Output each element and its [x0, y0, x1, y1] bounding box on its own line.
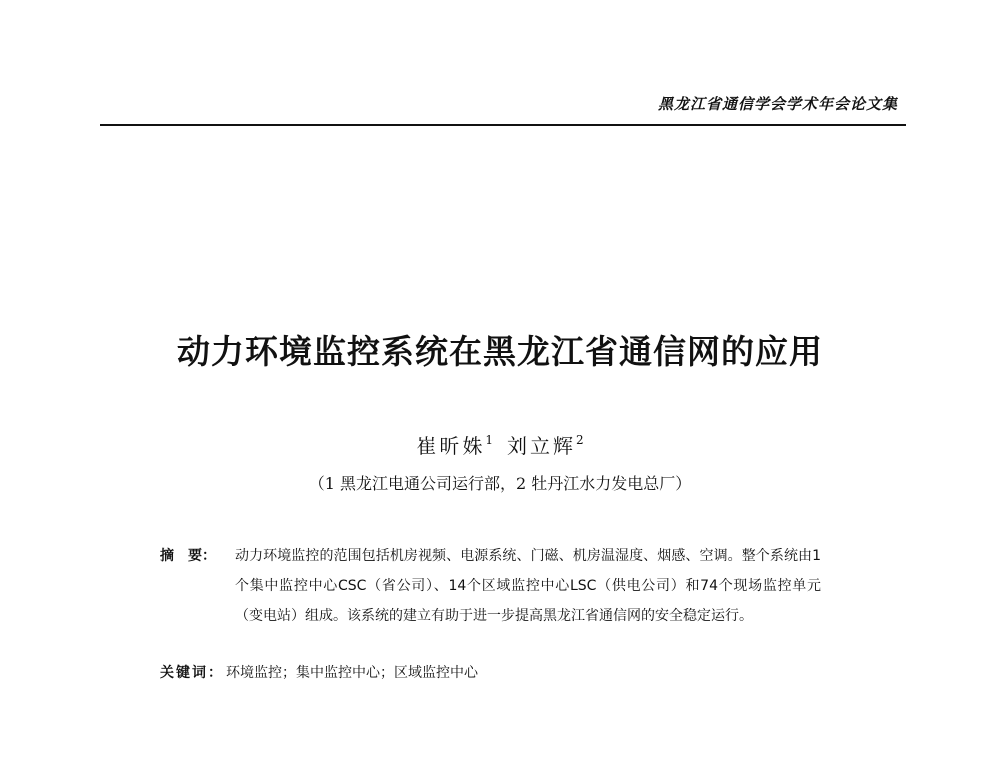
abstract-label: 摘 要： [160, 548, 216, 564]
running-header: 黑龙江省通信学会学术年会论文集 [657, 95, 898, 113]
abstract-text: 动力环境监控的范围包括机房视频、电源系统、门磁、机房温湿度、烟感、空调。整个系统由1个集中监控中心CSC（省公司）、14个区域监控中心LSC（供电公司）和74个现场监控单元（变电站）组成。该系统的建立有助于进一步提高黑龙江省通信网的安全稳定运行。 [235, 548, 821, 624]
paper-title: 动力环境监控系统在黑龙江省通信网的应用 [177, 332, 823, 371]
keywords-text: 环境监控；集中监控中心；区域监控中心 [226, 665, 478, 681]
header-rule [100, 124, 906, 126]
affiliation-mark: 1 [485, 433, 493, 447]
affiliations: （1 黑龙江电通公司运行部，2 牡丹江水力发电总厂） [308, 474, 692, 493]
keywords-label: 关键词： [160, 665, 224, 681]
author-line [0, 430, 1000, 459]
author-name: 崔昕姝 [416, 434, 486, 458]
keywords-section [160, 661, 478, 685]
author-name: 刘立辉 [507, 434, 576, 458]
affiliation-mark: 2 [576, 433, 584, 447]
